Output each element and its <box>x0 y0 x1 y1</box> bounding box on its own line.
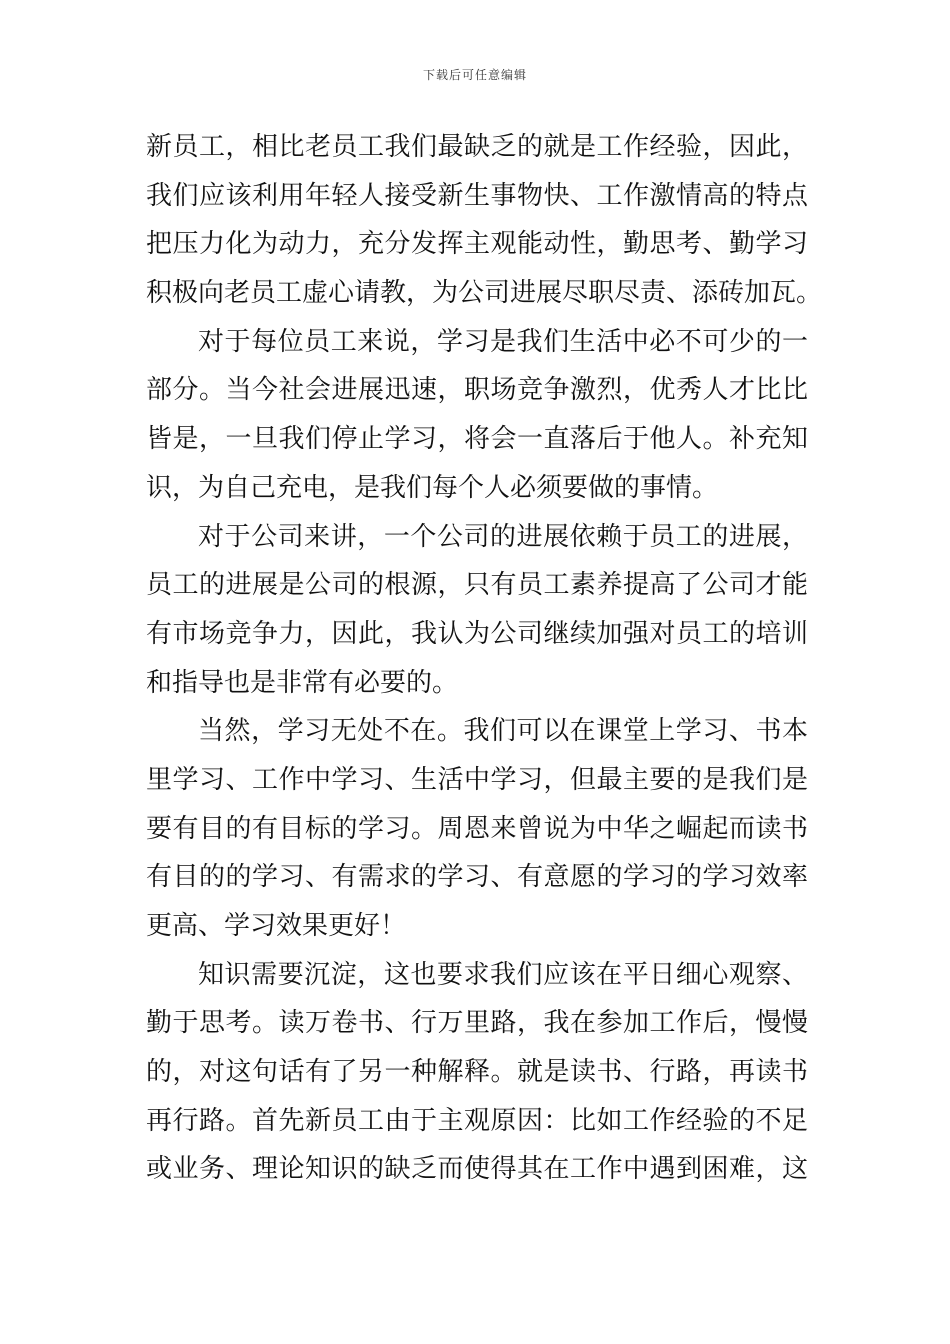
page-header: 下载后可任意编辑 <box>422 68 527 82</box>
text-line: 有市场竞争力，因此，我认为公司继续加强对员工的培训 <box>146 618 808 649</box>
text-line: 里学习、工作中学习、生活中学习，但最主要的是我们是 <box>146 764 808 795</box>
text-line: 要有目的有目标的学习。周恩来曾说为中华之崛起而读书 <box>146 813 808 844</box>
text-line: 更高、学习效果更好！ <box>146 911 407 941</box>
text-line: 对于公司来讲，一个公司的进展依赖于员工的进展， <box>198 521 808 552</box>
text-line: 对于每位员工来说，学习是我们生活中必不可少的一 <box>198 326 808 357</box>
text-line: 当然，学习无处不在。我们可以在课堂上学习、书本 <box>198 716 808 747</box>
text-line: 或业务、理论知识的缺乏而使得其在工作中遇到困难，这 <box>146 1154 808 1185</box>
text-line: 我们应该利用年轻人接受新生事物快、工作激情高的特点 <box>146 180 808 211</box>
text-line: 和指导也是非常有必要的。 <box>146 667 459 698</box>
text-line: 知识需要沉淀，这也要求我们应该在平日细心观察、 <box>198 959 808 990</box>
text-line: 再行路。首先新员工由于主观原因：比如工作经验的不足 <box>146 1105 808 1136</box>
text-line: 的，对这句话有了另一种解释。就是读书、行路，再读书 <box>146 1057 808 1088</box>
text-line: 把压力化为动力，充分发挥主观能动性，勤思考、勤学习 <box>146 229 808 260</box>
text-line: 识，为自己充电，是我们每个人必须要做的事情。 <box>146 472 719 503</box>
body-text <box>146 123 823 1194</box>
text-line: 员工的进展是公司的根源，只有员工素养提高了公司才能 <box>146 570 808 601</box>
text-line: 新员工，相比老员工我们最缺乏的就是工作经验，因此， <box>146 132 808 162</box>
text-line: 皆是，一旦我们停止学习，将会一直落后于他人。补充知 <box>146 424 808 455</box>
text-line: 积极向老员工虚心请教，为公司进展尽职尽责、添砖加瓦。 <box>146 278 823 309</box>
text-line: 部分。当今社会进展迅速，职场竞争激烈，优秀人才比比 <box>146 375 808 406</box>
text-line: 勤于思考。读万卷书、行万里路，我在参加工作后，慢慢 <box>146 1008 808 1039</box>
text-line: 有目的的学习、有需求的学习、有意愿的学习的学习效率 <box>146 862 808 893</box>
